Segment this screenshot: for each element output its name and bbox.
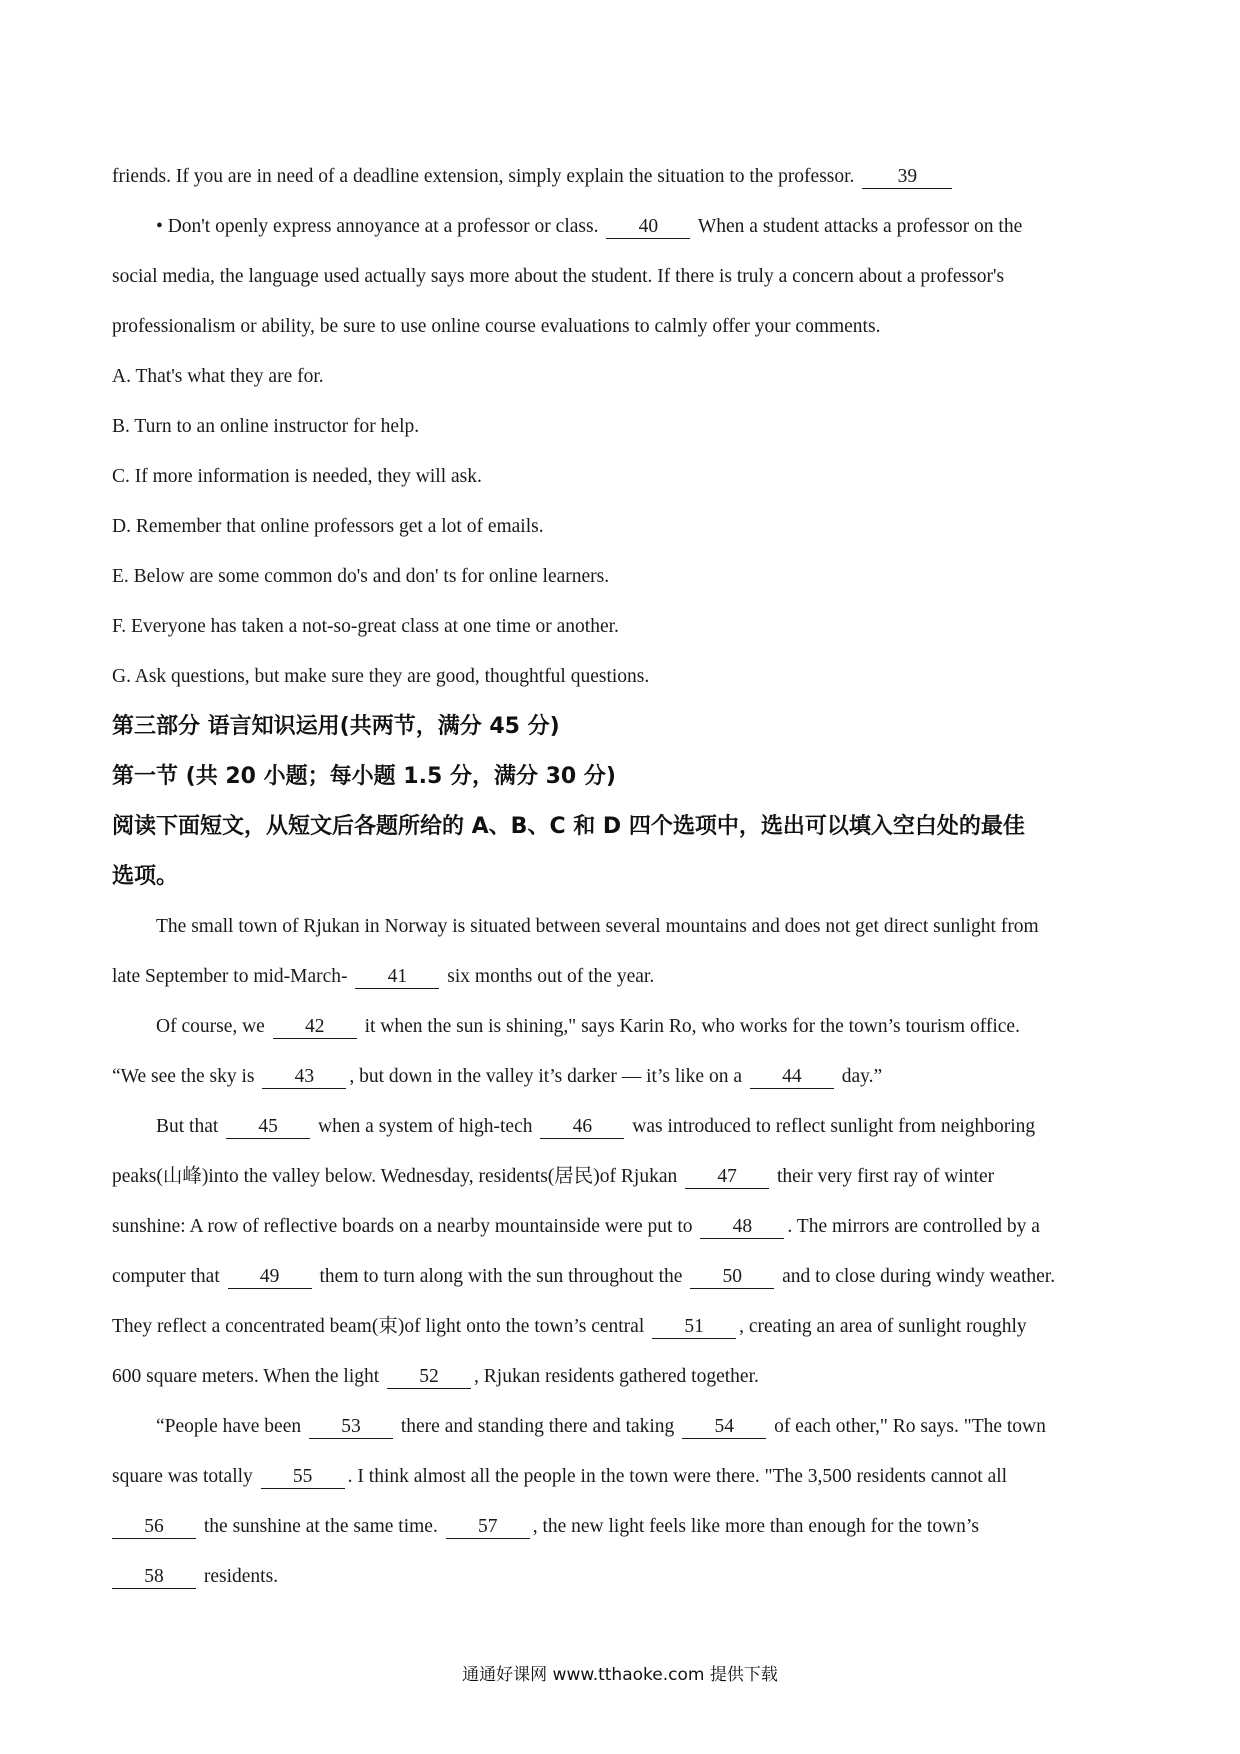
answer-blank: 39 — [862, 166, 952, 189]
option-d: D. Remember that online professors get a lot of emails. — [112, 516, 544, 537]
page-footer: 通通好课网 www.tthaoke.com 提供下载 — [462, 1665, 778, 1685]
text: , but down in the valley it’s darker — it’s like on a — [349, 1066, 742, 1087]
answer-blank: 52 — [387, 1366, 471, 1389]
passage-line — [112, 1202, 1136, 1252]
text: there and standing there and taking — [400, 1416, 675, 1437]
text: When a student attacks a professor on the — [697, 216, 1023, 237]
text: six months out of the year. — [447, 966, 655, 987]
instruction-line: 阅读下面短文，从短文后各题所给的 A、B、C 和 D 四个选项中，选出可以填入空白处的最佳 — [112, 814, 1025, 839]
answer-blank: 43 — [262, 1066, 346, 1089]
text: • Don't openly express annoyance at a professor or class. — [156, 216, 599, 237]
text: when a system of high-tech — [318, 1116, 533, 1137]
text: . The mirrors are controlled by a — [787, 1216, 1040, 1237]
text: of each other," Ro says. "The town — [774, 1416, 1046, 1437]
passage-line — [112, 1402, 1136, 1452]
text: 600 square meters. When the light — [112, 1366, 380, 1387]
answer-blank: 53 — [309, 1416, 393, 1439]
text: and to close during windy weather. — [782, 1266, 1056, 1287]
text: day.” — [841, 1066, 883, 1087]
text: The small town of Rjukan in Norway is situated between several mountains and does not get direct sunlight from — [156, 916, 1039, 937]
text: them to turn along with the sun throughout the — [319, 1266, 683, 1287]
answer-blank: 56 — [112, 1516, 196, 1539]
text: peaks(山峰)into the valley below. Wednesday, residents(居民)of Rjukan — [112, 1166, 678, 1187]
answer-blank: 44 — [750, 1066, 834, 1089]
text: it when the sun is shining," says Karin Ro, who works for the town’s tourism office. — [364, 1016, 1020, 1037]
passage-line — [112, 1552, 1136, 1602]
answer-blank: 50 — [690, 1266, 774, 1289]
text: friends. If you are in need of a deadline extension, simply explain the situation to the professor. — [112, 166, 855, 187]
answer-blank: 47 — [685, 1166, 769, 1189]
passage-line — [112, 1052, 1136, 1102]
text: late September to mid-March- — [112, 966, 348, 987]
option-b: B. Turn to an online instructor for help. — [112, 416, 420, 437]
text-line: social media, the language used actually says more about the student. If there is truly a concern about a professor's — [112, 266, 1005, 287]
text-line — [112, 202, 1136, 252]
passage-line — [112, 1002, 1136, 1052]
option-f: F. Everyone has taken a not-so-great class at one time or another. — [112, 616, 619, 637]
text: was introduced to reflect sunlight from neighboring — [632, 1116, 1036, 1137]
text: their very first ray of winter — [776, 1166, 995, 1187]
text: the sunshine at the same time. — [203, 1516, 438, 1537]
passage-line — [112, 1152, 1136, 1202]
option-c: C. If more information is needed, they will ask. — [112, 466, 482, 487]
option-g: G. Ask questions, but make sure they are good, thoughtful questions. — [112, 666, 650, 687]
passage-line — [112, 1352, 1136, 1402]
text: But that — [156, 1116, 219, 1137]
answer-blank: 40 — [606, 216, 690, 239]
answer-blank: 57 — [446, 1516, 530, 1539]
text: . I think almost all the people in the town were there. "The 3,500 residents cannot all — [347, 1466, 1008, 1487]
passage-line — [112, 1302, 1136, 1352]
text: , Rjukan residents gathered together. — [474, 1366, 759, 1387]
answer-blank: 51 — [652, 1316, 736, 1339]
answer-blank: 54 — [682, 1416, 766, 1439]
passage-line — [112, 1102, 1136, 1152]
answer-blank: 58 — [112, 1566, 196, 1589]
passage-line — [112, 902, 1136, 952]
section-heading: 第一节 (共 20 小题；每小题 1.5 分，满分 30 分) — [112, 764, 616, 789]
instruction-line: 选项。 — [112, 864, 179, 889]
passage-line — [112, 1452, 1136, 1502]
text: “We see the sky is — [112, 1066, 255, 1087]
answer-blank: 55 — [261, 1466, 345, 1489]
answer-blank: 45 — [226, 1116, 310, 1139]
option-e: E. Below are some common do's and don' ts for online learners. — [112, 566, 610, 587]
passage-line — [112, 1502, 1136, 1552]
passage-line — [112, 1252, 1136, 1302]
option-a: A. That's what they are for. — [112, 366, 324, 387]
text: sunshine: A row of reflective boards on a nearby mountainside were put to — [112, 1216, 693, 1237]
text: , creating an area of sunlight roughly — [739, 1316, 1027, 1337]
answer-blank: 42 — [273, 1016, 357, 1039]
text: square was totally — [112, 1466, 253, 1487]
page-content — [112, 152, 1136, 1602]
text: , the new light feels like more than enough for the town’s — [532, 1516, 979, 1537]
text: Of course, we — [156, 1016, 265, 1037]
answer-blank: 49 — [228, 1266, 312, 1289]
answer-blank: 46 — [540, 1116, 624, 1139]
text-line: professionalism or ability, be sure to use online course evaluations to calmly offer your comments. — [112, 316, 881, 337]
passage-line — [112, 952, 1136, 1002]
text: They reflect a concentrated beam(束)of light onto the town’s central — [112, 1316, 645, 1337]
text-line — [112, 152, 1136, 202]
text: “People have been — [156, 1416, 302, 1437]
text: residents. — [203, 1566, 279, 1587]
answer-blank: 41 — [355, 966, 439, 989]
answer-blank: 48 — [700, 1216, 784, 1239]
part-heading: 第三部分 语言知识运用(共两节，满分 45 分) — [112, 714, 560, 739]
text: computer that — [112, 1266, 220, 1287]
